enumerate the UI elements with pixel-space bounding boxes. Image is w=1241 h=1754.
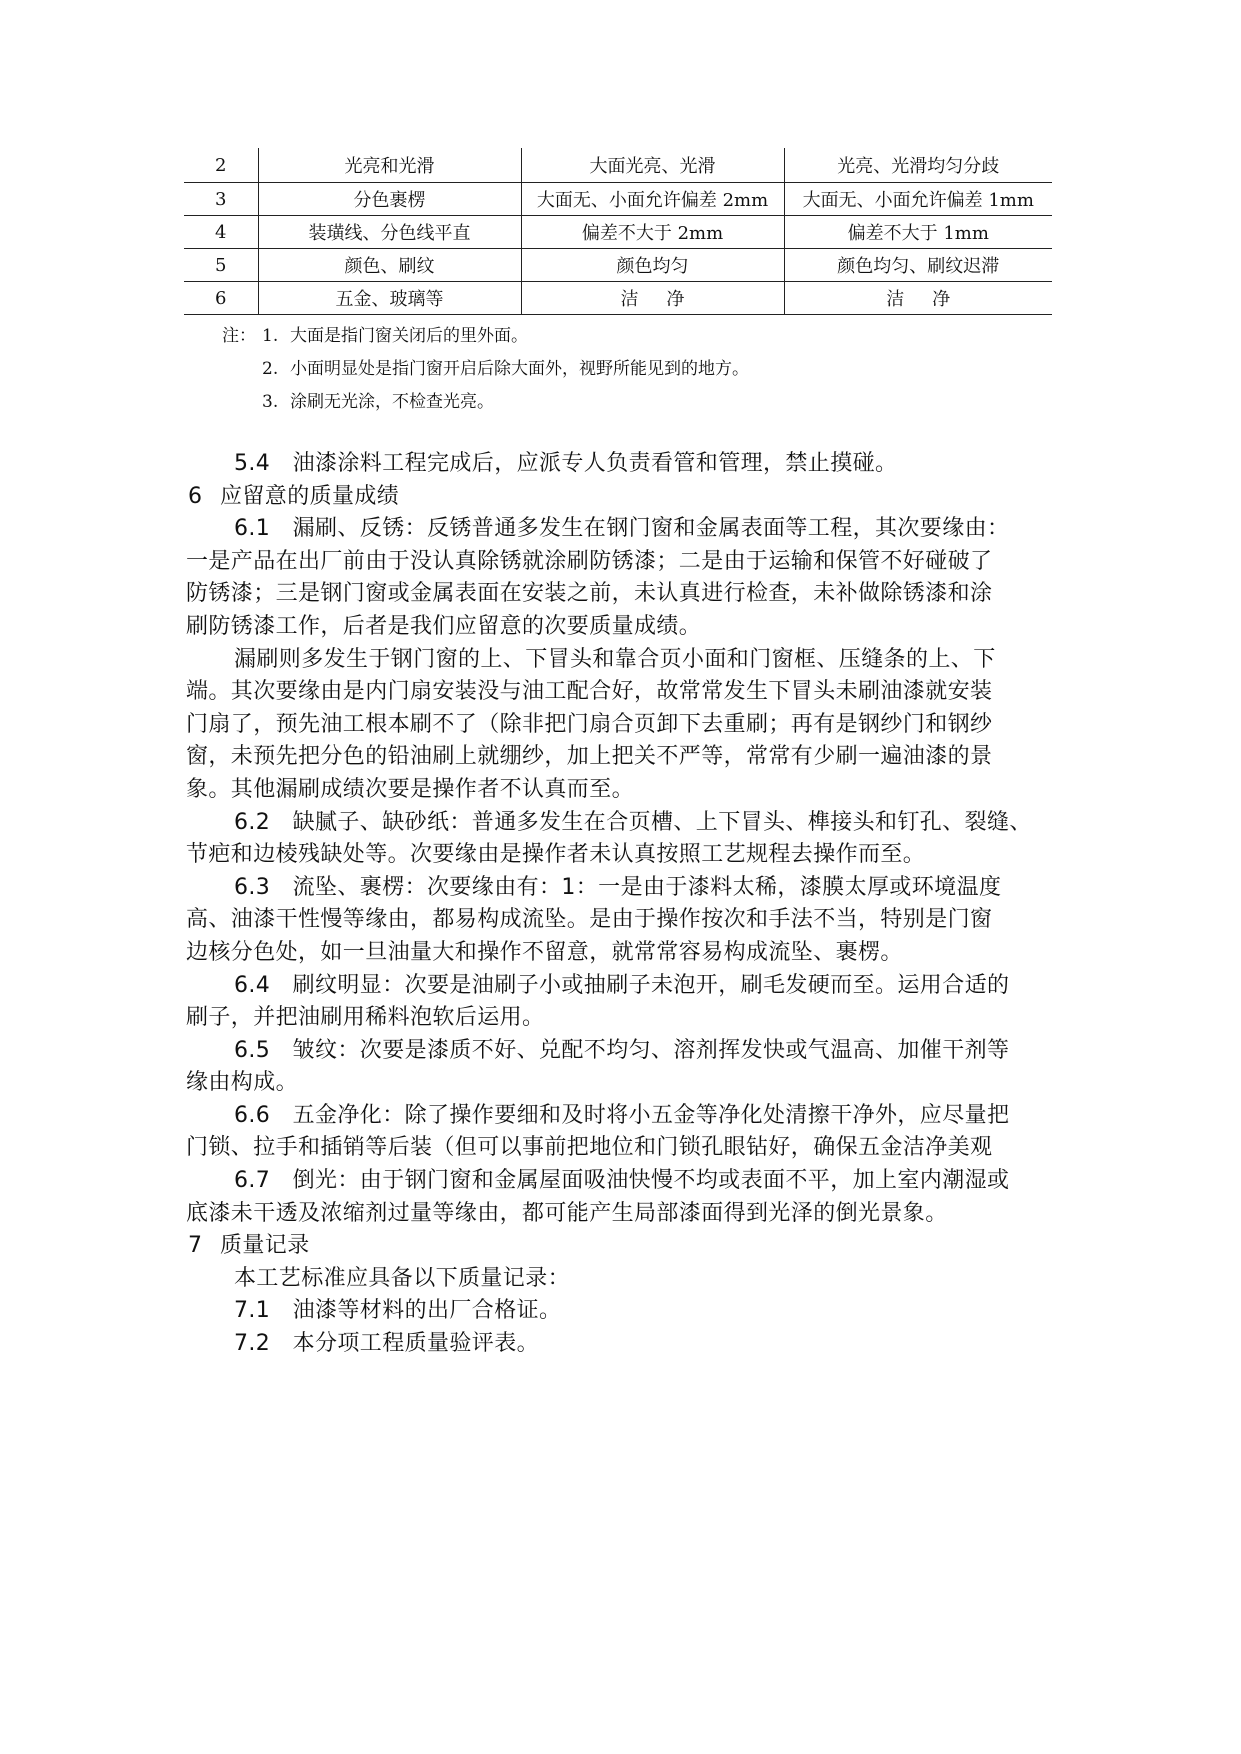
premium-grade-cell: 偏差不大于 1mm: [784, 216, 1052, 249]
table-row: [184, 249, 1052, 282]
premium-grade-cell: 颜色均匀、刷纹迟滞: [784, 249, 1052, 282]
paragraph-line: 节疤和边棱残缺处等。次要缘由是操作者未认真按照工艺规程去操作而至。: [186, 842, 926, 868]
quality-table: [184, 148, 1052, 315]
row-number-cell: 4: [184, 216, 258, 249]
item-cell: 五金、玻璃等: [258, 282, 521, 315]
standard-grade-cell: 颜色均匀: [521, 249, 784, 282]
note-item: [222, 386, 749, 419]
paragraph-line: 6.1 漏刷、反锈：反锈普通多发生在钢门窗和金属表面等工程，其次要缘由：: [234, 516, 1010, 542]
standard-grade-cell: 偏差不大于 2mm: [521, 216, 784, 249]
table-notes: [222, 320, 749, 419]
row-number-cell: 5: [184, 249, 258, 282]
note-item: [222, 353, 749, 386]
paragraph-line: 底漆未干透及浓缩剂过量等缘由，都可能产生局部漆面得到光泽的倒光景象。: [186, 1200, 948, 1226]
paragraph-line: 6.7 倒光：由于钢门窗和金属屋面吸油快慢不均或表面不平，加上室内潮湿或: [234, 1168, 1010, 1194]
note-text: 小面明显处是指门窗开启后除大面外，视野所能见到的地方。: [290, 359, 749, 379]
row-number-cell: 3: [184, 183, 258, 216]
body-text: [186, 448, 1106, 1361]
paragraph-line: 5.4 油漆涂料工程完成后，应派专人负责看管和管理，禁止摸碰。: [234, 451, 898, 476]
table-row: [184, 183, 1052, 216]
paragraph-line: 门扇了，预先油工根本刷不了（除非把门扇合页卸下去重刷；再有是钢纱门和钢纱: [186, 711, 993, 737]
standard-grade-cell: 洁净: [521, 282, 784, 315]
paragraph-line: 6.5 皱纹：次要是漆质不好、兑配不均匀、溶剂挥发快或气温高、加催干剂等: [234, 1037, 1010, 1063]
paragraph-line: 高、油漆干性慢等缘由，都易构成流坠。是由于操作按次和手法不当，特别是门窗: [186, 907, 993, 933]
section-title: 应留意的质量成绩: [220, 483, 400, 509]
paragraph-line: 7.1 油漆等材料的出厂合格证。: [234, 1298, 562, 1324]
paragraph-line: 一是产品在出厂前由于没认真除锈就涂刷防锈漆；二是由于运输和保管不好碰破了: [186, 548, 993, 574]
paragraph-line: 防锈漆；三是钢门窗或金属表面在安装之前，未认真进行检查，未补做除锈漆和涂: [186, 581, 993, 607]
paragraph-line: 6.3 流坠、裹楞：次要缘由有：1：一是由于漆料太稀，漆膜太厚或环境温度: [234, 874, 1002, 900]
note-item: [222, 320, 749, 353]
paragraph-line: 刷子，并把油刷用稀料泡软后运用。: [186, 1005, 545, 1031]
paragraph-line: 端。其次要缘由是内门扇安装没与油工配合好，故常常发生下冒头未刷油漆就安装: [186, 679, 993, 705]
premium-grade-cell: 光亮、光滑均匀分歧: [784, 148, 1052, 183]
paragraph-line: 本工艺标准应具备以下质量记录：: [234, 1265, 571, 1291]
row-number-cell: 6: [184, 282, 258, 315]
paragraph-line: 6.6 五金净化：除了操作要细和及时将小五金等净化处清擦干净外，应尽量把: [234, 1102, 1010, 1128]
paragraph-line: 刷防锈漆工作，后者是我们应留意的次要质量成绩。: [186, 613, 702, 639]
quality-table-body: [184, 148, 1052, 315]
note-number: 1.: [262, 326, 279, 346]
item-cell: 分色裹楞: [258, 183, 521, 216]
paragraph-line: 窗，未预先把分色的铅油刷上就绷纱，加上把关不严等，常常有少刷一遍油漆的景: [186, 744, 993, 770]
paragraph-line: 6.2 缺腻子、缺砂纸：普通多发生在合页槽、上下冒头、榫接头和钉孔、裂缝、: [234, 809, 1032, 835]
section-number: 7: [188, 1233, 203, 1259]
section-heading: [186, 1230, 1106, 1263]
table-row: [184, 216, 1052, 249]
paragraph-line: 象。其他漏刷成绩次要是操作者不认真而至。: [186, 776, 635, 802]
section-heading: [186, 481, 1106, 514]
paragraph-line: 6.4 刷纹明显：次要是油刷子小或抽刷子未泡开，刷毛发硬而至。运用合适的: [234, 972, 1010, 998]
note-text: 涂刷无光涂，不检查光亮。: [290, 392, 494, 412]
paragraph-line: 门锁、拉手和插销等后装（但可以事前把地位和门锁孔眼钻好，确保五金洁净美观: [186, 1135, 993, 1161]
note-number: 3.: [262, 392, 279, 412]
paragraph-line: 边核分色处，如一旦油量大和操作不留意，就常常容易构成流坠、裹楞。: [186, 939, 903, 965]
premium-grade-cell: 大面无、小面允许偏差 1mm: [784, 183, 1052, 216]
table-row: [184, 282, 1052, 315]
note-prefix: 注：: [222, 326, 256, 346]
premium-grade-cell: 洁净: [784, 282, 1052, 315]
note-number: 2.: [262, 359, 279, 379]
item-cell: 颜色、刷纹: [258, 249, 521, 282]
paragraph-line: 漏刷则多发生于钢门窗的上、下冒头和靠合页小面和门窗框、压缝条的上、下: [234, 646, 996, 672]
note-text: 大面是指门窗关闭后的里外面。: [290, 326, 528, 346]
paragraph-line: 7.2 本分项工程质量验评表。: [234, 1331, 539, 1357]
standard-grade-cell: 大面无、小面允许偏差 2mm: [521, 183, 784, 216]
section-title: 质量记录: [220, 1233, 310, 1259]
item-cell: 光亮和光滑: [258, 148, 521, 183]
table-row: [184, 148, 1052, 183]
item-cell: 装璜线、分色线平直: [258, 216, 521, 249]
paragraph-line: 缘由构成。: [186, 1070, 299, 1096]
section-number: 6: [188, 483, 203, 509]
row-number-cell: 2: [184, 148, 258, 183]
standard-grade-cell: 大面光亮、光滑: [521, 148, 784, 183]
